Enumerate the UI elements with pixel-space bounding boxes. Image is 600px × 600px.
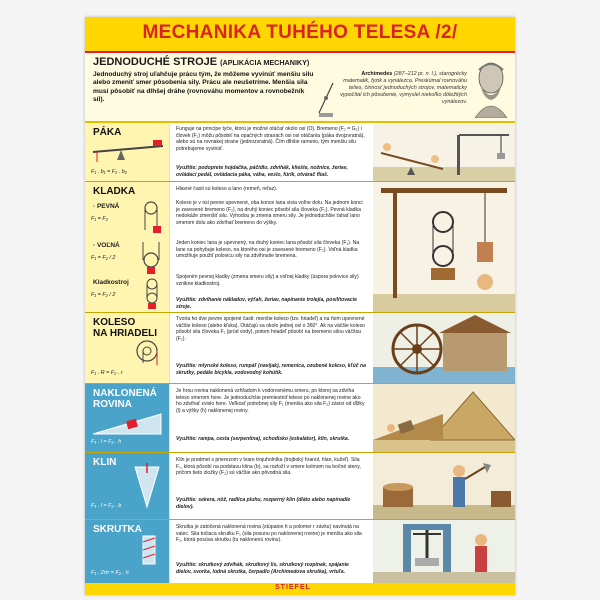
klin-use: Využitie: sekera, nôž, radlica pluhu, rozperný klin (dláto alebo napínadle dielov). (176, 497, 351, 510)
skrutka-text: Skrutka je zatočená naklonená rovina (stúpanie h a polomer r závitu) navinutá na valec. Sila točiaca skrutku F₁ (sila posunu po naklonenej rovine) je menšia ako sila F₂, ktorá posúva skrutku (tu naklonenú rovinu). (176, 524, 362, 544)
archimedes-bust-icon (469, 58, 513, 118)
screw-press-illustration-icon (373, 520, 515, 583)
kladka-illustration (373, 182, 515, 312)
intro-text: Jednoduchý stroj uľahčuje prácu tým, že môžeme vyvinúť menšiu silu alebo zmeniť smer pôsobenia sily. Prácu ale neušetríme. Menšia sila musí pôsobiť na dlhšej dráhe (rovnováhu momentov a rovnobežník síl). (93, 71, 314, 103)
koleso-label-1: KOLESO (93, 317, 136, 328)
paka-illustration (373, 123, 515, 181)
rovina-side (85, 384, 169, 452)
pyramid-ramp-illustration-icon (373, 384, 515, 452)
skrutka-use: Využitie: skrutkový zdvihák, skrutkový lis, skrutkový rozpínak, spájanie dielov, svorka, lodná skrutka, čerpadlo (Archimedova skrutka), vrtuľa. (176, 562, 349, 575)
koleso-side (85, 313, 169, 383)
volna-label: · VOĽNÁ (93, 242, 120, 249)
incline-diagram-icon (91, 410, 165, 436)
intro-heading-main: JEDNODUCHÉ STROJE (93, 56, 218, 68)
page-title: MECHANIKA TUHÉHO TELESA /2/ (142, 22, 458, 43)
title-bar (85, 17, 515, 53)
woodcutter-illustration-icon (373, 453, 515, 519)
section-koleso (85, 313, 515, 383)
section-rovina (85, 384, 515, 452)
section-klin (85, 453, 515, 519)
skrutka-mid (169, 520, 374, 583)
skrutka-formula: F₁ . 2πr = F₂ . h (91, 570, 129, 576)
paka-text: Funguje na princípe tyče, ktorú je možné otáčať okolo osi (O). Bremeno (F₂ = G₂) i človek (F₁) môžu pôsobiť na opačných stranách osi osi otáčania (páka dvojzvratná), alebo sú na rovnakej strane (jednozvratná). Čím dlhšie rameno, tým menšiu silu potrebujeme vyvinúť. (176, 126, 365, 152)
kladka-mid (169, 182, 374, 312)
footer (85, 583, 515, 595)
rovina-label-2: ROVINA (93, 399, 132, 410)
archimedes-note (337, 71, 467, 106)
skrutka-illustration (373, 520, 515, 583)
koleso-formula: F₁ . R = F₂ . r (91, 370, 123, 376)
pevna-text: Koleso je v osi pevne upevnené, oba konce lana visia voľne dolu. Na jednom konci je zavesené bremeno (F₂), na druhý koniec pôsobí sila človeka (F₁). Pevná kladka nedokáže zmenšiť silu. Vyhodou je zmena smeru sily. Je jednoduchšie ťahať lano smerom dolu ako zdvíhať bremeno do výšky. (176, 200, 363, 226)
free-pulley-icon (137, 240, 165, 276)
lever-diagram-icon (91, 140, 165, 164)
skrutka-side (85, 520, 169, 583)
koleso-use: Využitie: mlynské koleso, rumpáľ (navijak), remenica, ozubené koleso, kľúč na skrutky, pedále bicykla, vodovodný kohútik. (176, 363, 366, 376)
rovina-text: Je hrou rovina naklonená vzhľadom k vodorovnému smeru, po ktorej sa zdvíha teleso smerom hore. Je jednoduchšie premiestniť teleso po naklonenej rovine ako ho zdvíhať zvislo hore. Veľkosť potrebnej sily F₁ (menšia ako sila F₂) závisí od dĺžky (l) a výšky (h) naklonenej roviny. (176, 388, 365, 414)
rovina-label-1: NAKLONENÁ (93, 388, 157, 399)
intro-heading (93, 56, 309, 68)
seesaw-illustration-icon (373, 123, 515, 181)
wedge-diagram-icon (131, 463, 163, 511)
fixed-pulley-icon (137, 200, 165, 236)
screw-diagram-icon (135, 534, 163, 568)
rovina-mid (169, 384, 374, 452)
kladkostroj-text: Spojením pevnej kladky (zmena smeru sily) a voľnej kladky (úspora polovice sily) vznikne kladkostroj. (176, 274, 359, 287)
paka-label: PÁKA (93, 127, 122, 138)
klin-illustration (373, 453, 515, 519)
pevna-formula: F₁ = F₂ (91, 216, 108, 222)
water-wheel-illustration-icon (373, 313, 515, 383)
archimedes-text: (287–212 pr. n. l.), starogrécky matematik, fyzik a vynálezca. Preskúmal rovnováhu telies, činnosť jednoduchých strojov, matematicky vypočítal ich pôsobenie, vymyslel niekoľko dôležitých vynálezov. (340, 71, 467, 105)
klin-side (85, 453, 169, 519)
kladka-text-top: Hlavné časti sú koleso a lano (remeň, reťaz). (176, 186, 278, 192)
archimedes-name: Archimedes (361, 71, 393, 77)
koleso-mid (169, 313, 374, 383)
pevna-label: · PEVNÁ (93, 203, 120, 210)
intro-panel (85, 53, 515, 123)
publisher-logo: STIEFEL (275, 584, 311, 591)
paka-side (85, 123, 169, 181)
pulley-well-illustration-icon (373, 182, 515, 312)
section-skrutka (85, 520, 515, 583)
kladkostroj-label: Kladkostroj (93, 279, 129, 286)
koleso-illustration (373, 313, 515, 383)
volna-text: Jeden koniec lana je upevnený, na druhý koniec lana pôsobí sila človeka (F₁). Na lane sa pohybuje koleso, na ktorého osi je zavesené bremeno (F₂). Voľná kladka umožňuje použiť polovicu sily na zdvihnutie bremena. (176, 240, 360, 260)
kladka-side (85, 182, 169, 312)
paka-mid (169, 123, 374, 181)
kladkostroj-formula: F₁ = F₂ / 2 (91, 292, 116, 298)
intro-heading-sub: (APLIKÁCIA MECHANIKY) (220, 58, 310, 67)
lever-sketch-icon (317, 73, 335, 119)
koleso-text: Tvoria ho dve pevne spojené časti: menšie koleso (tzv. hriadeľ) a na ňom upevnené väčšie koleso (alebo kľuka). Otáčajú sa okolo jednej osi o 360°. Ak na väčšie koleso pôsobí sila človeka F₁ (prúd vody), potom hriadeľ pôsobí na bremeno silou väčšou (F₂). (176, 316, 365, 342)
paka-use: Využitie: podoprete hojdačka, páčidlo, zdvihák, kliešte, nožnice, žeriav, ovládací pedál, ovládacia páka, váha, veslo, fúrik, otvárač fliaš. (176, 165, 348, 178)
rovina-formula: F₁ . l = F₂ . h (91, 439, 122, 445)
kladka-label: KLADKA (93, 186, 136, 197)
rovina-illustration (373, 384, 515, 452)
volna-formula: F₁ = F₂ / 2 (91, 255, 116, 261)
wheel-axle-icon (133, 339, 165, 367)
section-paka (85, 123, 515, 181)
paka-formula: F₁ . b₁ = F₂ . b₂ (91, 169, 127, 175)
section-kladka (85, 182, 515, 312)
klin-mid (169, 453, 374, 519)
klin-text: Klin je predmet s prierezom v tvare trojuholníka (trojboký hranol, hlan, kužeľ). Sila F₁, ktorá pôsobí na podstavu klina (b), sa rozloží v smere kolmom na bočné steny, pričom tieto zložky (F₂) sú väčšie ako pôvodná sila. (176, 457, 361, 477)
rovina-use: Využitie: rampa, cesta (serpentína), schodisko (eskalátor), klin, skrutka. (176, 436, 350, 442)
koleso-label-2: NA HRIADELI (93, 328, 158, 339)
kladka-use: Využitie: zdvíhanie nákladov, výťah, žeriav, napínanie trolejía, posilňovacie stroje. (176, 297, 357, 310)
skrutka-label: SKRUTKA (93, 524, 142, 535)
block-and-tackle-icon (139, 278, 165, 310)
koleso-label (93, 317, 157, 339)
rovina-label (93, 388, 157, 410)
poster (85, 17, 515, 595)
klin-formula: F₁ . l = F₂ . b (91, 503, 122, 509)
klin-label: KLIN (93, 457, 117, 468)
